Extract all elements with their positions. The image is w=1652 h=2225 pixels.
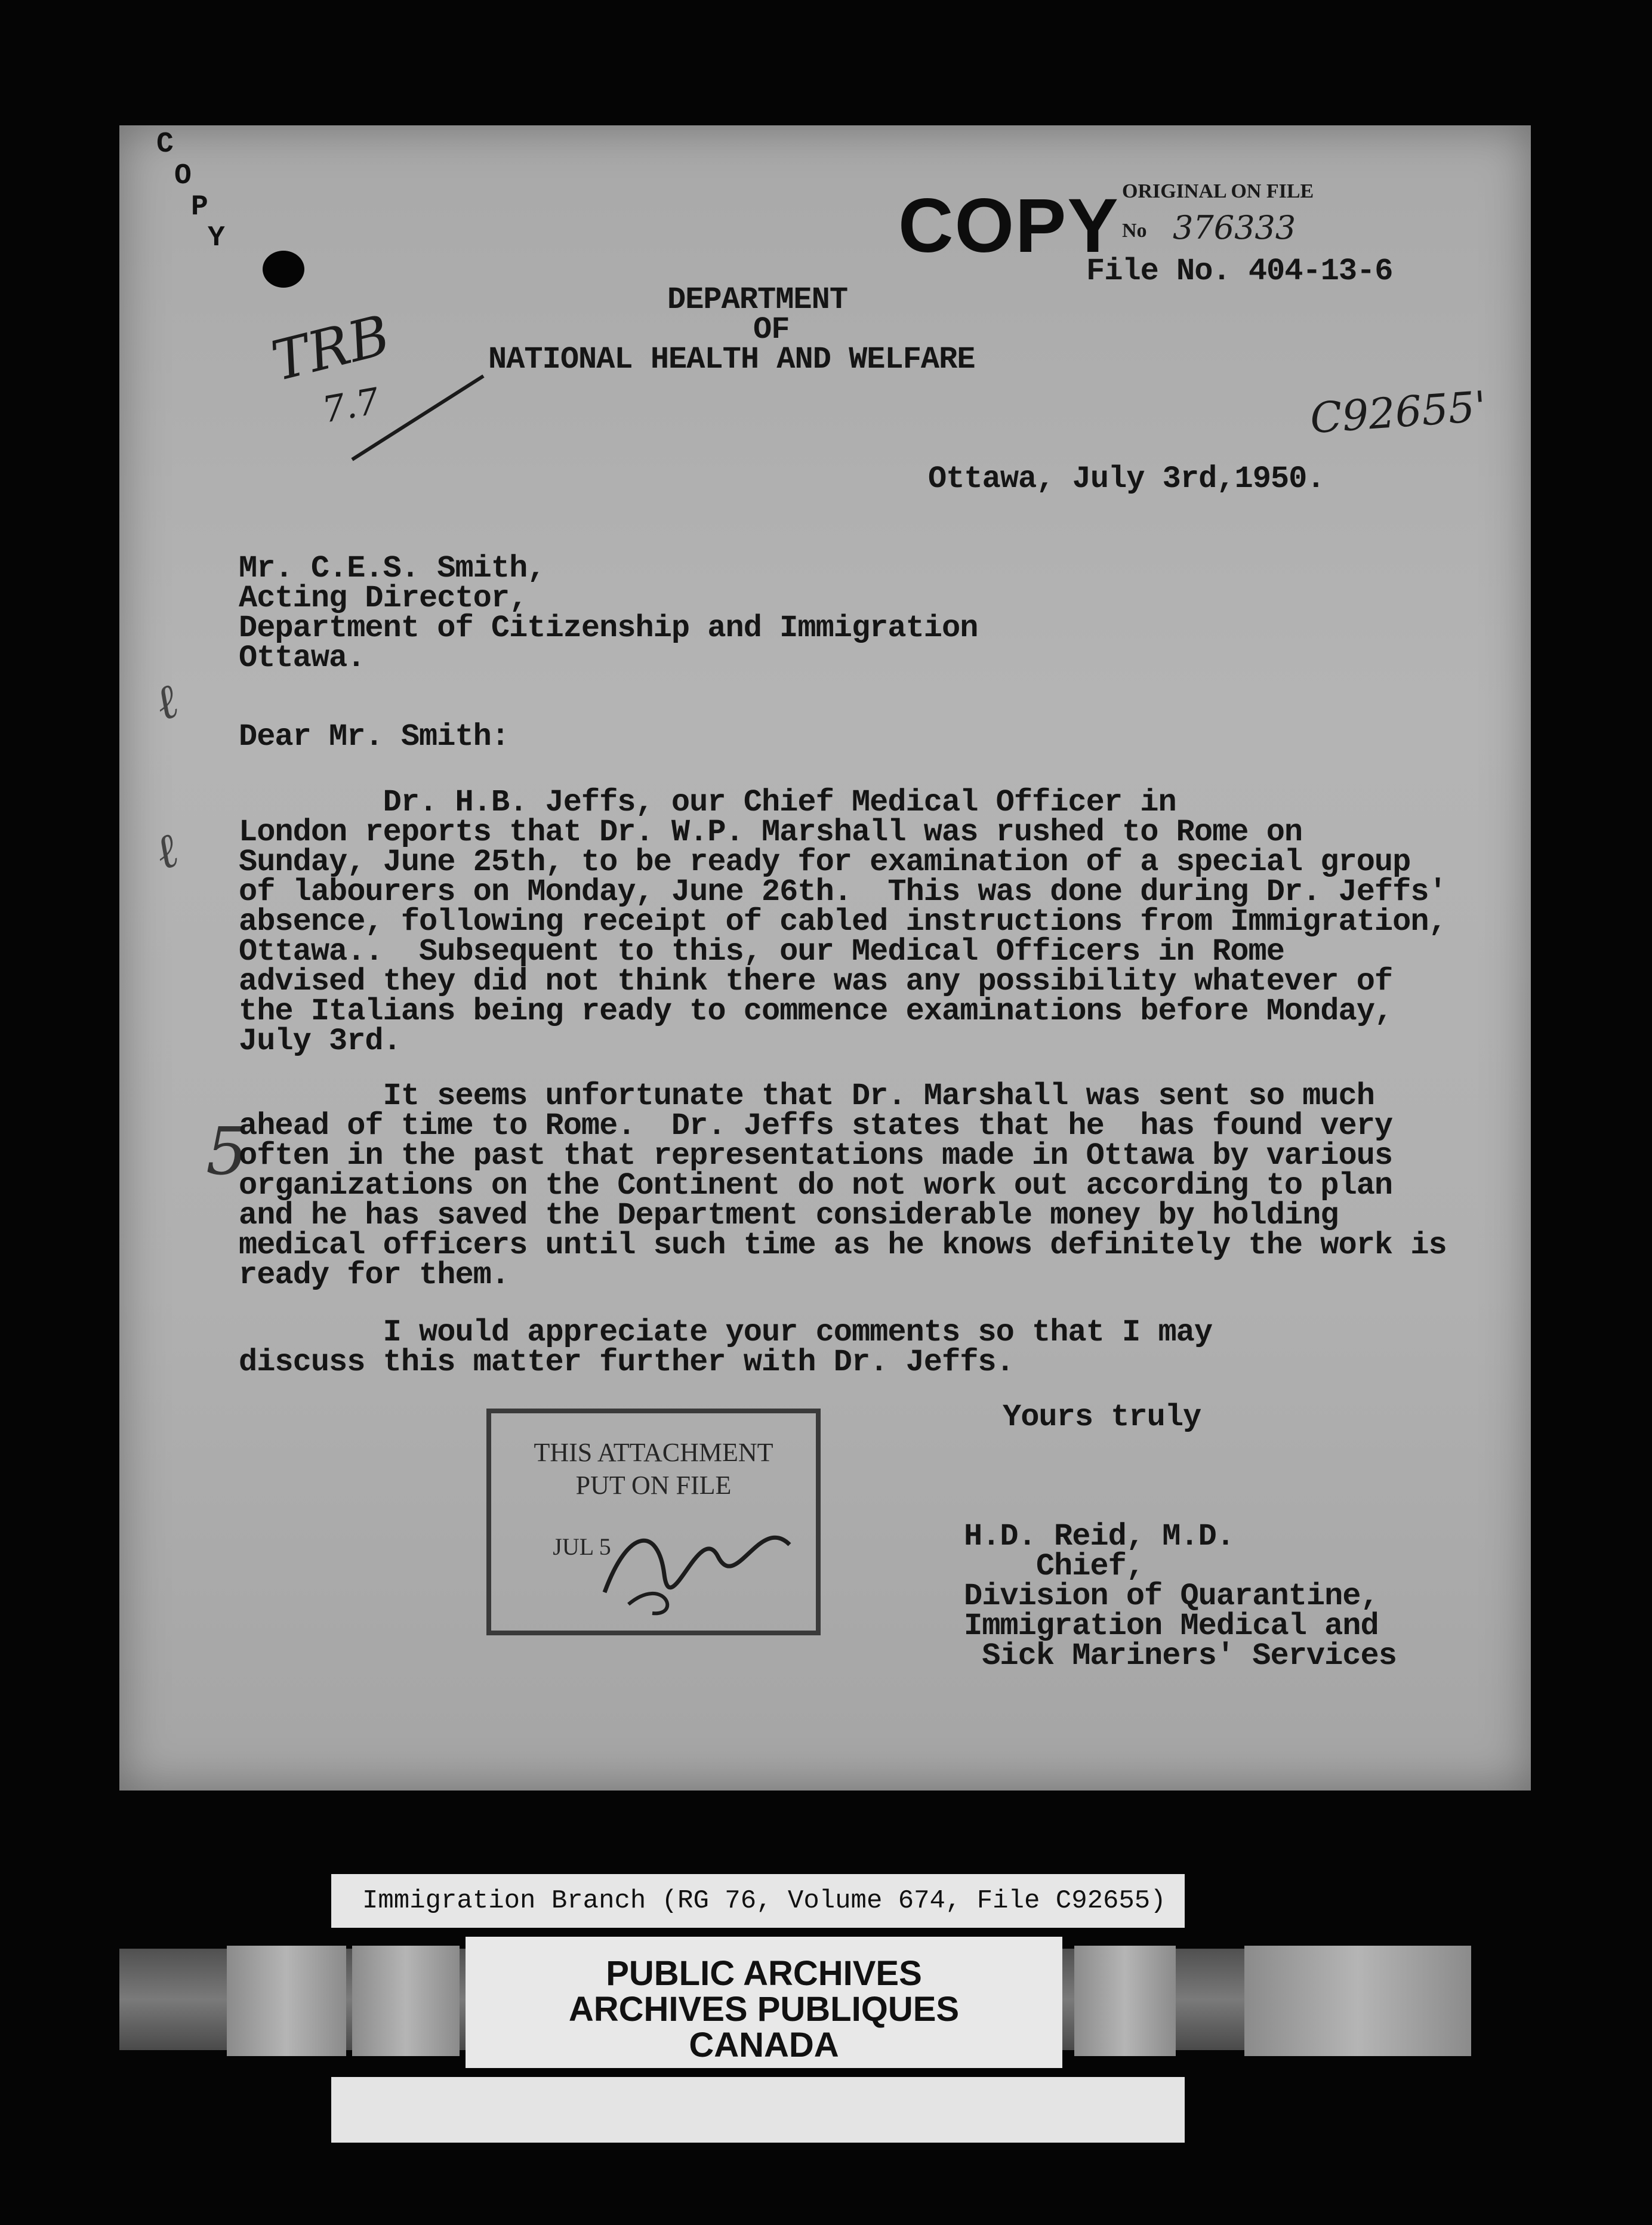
- archives-line3: CANADA: [689, 2026, 839, 2064]
- department-heading-line3: NATIONAL HEALTH AND WELFARE: [488, 342, 975, 377]
- paragraph-line: of labourers on Monday, June 26th. This was done during Dr. Jeffs': [239, 874, 1447, 910]
- attachment-stamp-date: JUL 5: [553, 1533, 611, 1560]
- department-heading-line2: OF: [753, 312, 790, 347]
- paragraph-line: Ottawa.. Subsequent to this, our Medical Officers in Rome: [239, 934, 1284, 969]
- handwritten-initials: TRB: [266, 303, 396, 394]
- file-number: File No. 404-13-6: [1086, 254, 1393, 289]
- reel-segment: [352, 1946, 460, 2056]
- attachment-stamp-line1: THIS ATTACHMENT: [534, 1438, 773, 1467]
- letter-paragraph-1: [239, 785, 1447, 1059]
- handwritten-initials-date: 7.7: [319, 380, 383, 432]
- paragraph-line: I would appreciate your comments so that I may: [239, 1315, 1213, 1350]
- paragraph-line: ahead of time to Rome. Dr. Jeffs states that he has found very: [239, 1108, 1393, 1144]
- paragraph-line: often in the past that representations made in Ottawa by various: [239, 1138, 1393, 1173]
- original-on-file-stamp: ORIGINAL ON FILE: [1122, 180, 1314, 202]
- paragraph-line: medical officers until such time as he knows definitely the work is: [239, 1228, 1447, 1263]
- reel-segment: [1074, 1946, 1176, 2056]
- recipient-line: Ottawa.: [239, 640, 365, 676]
- letter-paragraph-3: [239, 1315, 1213, 1380]
- blank-label-strip: [331, 2077, 1185, 2143]
- letter-paragraph-2: [239, 1078, 1447, 1293]
- paragraph-line: It seems unfortunate that Dr. Marshall was sent so much: [239, 1078, 1374, 1114]
- ink-blot: [263, 251, 304, 288]
- copy-vertical-o: O: [174, 160, 192, 192]
- copy-vertical-c: C: [156, 128, 174, 161]
- margin-mark: 5: [206, 1113, 248, 1189]
- copy-vertical-p: P: [191, 191, 208, 223]
- attachment-stamp-line2: PUT ON FILE: [575, 1471, 732, 1500]
- handwritten-file-code: C92655': [1308, 381, 1488, 443]
- margin-mark: ℓ: [147, 822, 186, 881]
- archive-reference-label: Immigration Branch (RG 76, Volume 674, File C92655): [331, 1874, 1185, 1928]
- paragraph-line: July 3rd.: [239, 1024, 401, 1059]
- paragraph-line: discuss this matter further with Dr. Jeffs.: [239, 1345, 1014, 1380]
- paragraph-line: absence, following receipt of cabled instructions from Immigration,: [239, 904, 1447, 939]
- signature-line: Immigration Medical and: [964, 1608, 1379, 1644]
- archives-line1: PUBLIC ARCHIVES: [606, 1954, 922, 1993]
- closing: Yours truly: [1003, 1400, 1201, 1435]
- attachment-stamp: [486, 1409, 821, 1635]
- reel-segment: [1244, 1946, 1471, 2056]
- paragraph-line: Dr. H.B. Jeffs, our Chief Medical Officer in: [239, 785, 1176, 820]
- department-heading-line1: DEPARTMENT: [667, 282, 848, 318]
- signature-line: H.D. Reid, M.D.: [964, 1519, 1235, 1554]
- stamp-number-handwritten: 376333: [1173, 209, 1296, 246]
- copy-stamp: COPY: [898, 183, 1120, 269]
- recipient-line: Acting Director,: [239, 581, 528, 616]
- copy-vertical-y: Y: [208, 222, 225, 254]
- signature-line: Division of Quarantine,: [964, 1579, 1379, 1614]
- recipient-line: Department of Citizenship and Immigration: [239, 611, 978, 646]
- paragraph-line: London reports that Dr. W.P. Marshall was rushed to Rome on: [239, 815, 1303, 850]
- handwritten-stroke: [346, 370, 489, 466]
- letter-place-date: Ottawa, July 3rd,1950.: [928, 461, 1325, 497]
- signature-line: Chief,: [964, 1549, 1145, 1584]
- margin-mark: ℓ: [147, 673, 186, 732]
- paragraph-line: Sunday, June 25th, to be ready for examination of a special group: [239, 845, 1411, 880]
- recipient-line: Mr. C.E.S. Smith,: [239, 551, 545, 586]
- handwritten-signature-scribble: [593, 1503, 807, 1622]
- public-archives-label: [466, 1937, 1062, 2068]
- paragraph-line: advised they did not think there was any possibility whatever of: [239, 964, 1393, 999]
- signature-block: [964, 1519, 1397, 1674]
- archives-line2: ARCHIVES PUBLIQUES: [568, 1990, 960, 2029]
- recipient-address: [239, 551, 978, 676]
- paragraph-line: the Italians being ready to commence examinations before Monday,: [239, 994, 1393, 1029]
- paragraph-line: and he has saved the Department considerable money by holding: [239, 1198, 1339, 1233]
- paragraph-line: organizations on the Continent do not work out according to plan: [239, 1168, 1393, 1203]
- stamp-number-label: No: [1122, 220, 1147, 242]
- reel-segment: [227, 1946, 346, 2056]
- signature-line: Sick Mariners' Services: [964, 1638, 1397, 1674]
- paragraph-line: ready for them.: [239, 1258, 510, 1293]
- salutation: Dear Mr. Smith:: [239, 719, 510, 754]
